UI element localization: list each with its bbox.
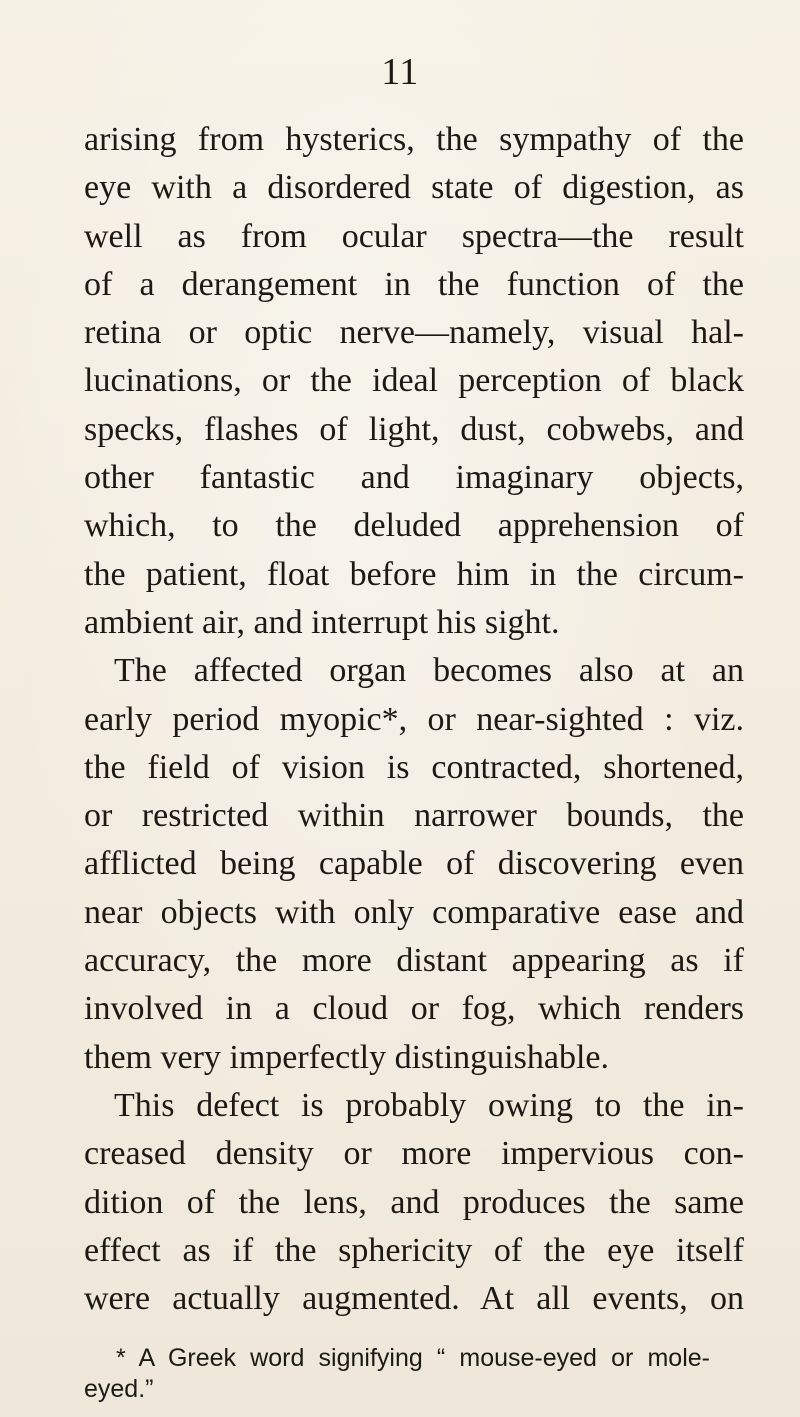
text-line: other fantastic and imaginary objects, [84, 459, 744, 497]
paragraph-start-line: The affected organ becomes also at an [114, 652, 744, 690]
text-line: afflicted being capable of discovering even [84, 845, 744, 883]
text-line: ambient air, and interrupt his sight. [84, 603, 560, 641]
text-line: which, to the deluded apprehension of [84, 507, 744, 545]
text-line: dition of the lens, and produces the same [84, 1183, 744, 1221]
text-line: of a derangement in the function of the [84, 265, 744, 303]
text-line: the field of vision is contracted, shortened, [84, 748, 744, 786]
text-line: near objects with only comparative ease and [84, 893, 744, 931]
text-line: the patient, float before him in the circum- [84, 555, 744, 593]
footnote-line: eyed.” [84, 1375, 154, 1403]
text-line: effect as if the sphericity of the eye itself [84, 1231, 744, 1269]
text-line: arising from hysterics, the sympathy of the [84, 121, 744, 158]
paragraph-start-line: This defect is probably owing to the in- [114, 1086, 744, 1124]
text-line: eye with a disordered state of digestion, as [84, 169, 744, 207]
text-line: well as from ocular spectra—the result [84, 217, 744, 255]
footnote-line: * A Greek word signifying “ mouse-eyed or mole- [116, 1344, 710, 1372]
footnote [84, 1343, 710, 1405]
text-line: them very imperfectly distinguishable. [84, 1038, 609, 1076]
text-line: lucinations, or the ideal perception of black [84, 362, 744, 400]
text-line: specks, flashes of light, dust, cobwebs, and [84, 410, 744, 448]
text-line: early period myopic*, or near-sighted : viz. [84, 700, 744, 738]
text-line: were actually augmented. At all events, on [84, 1280, 744, 1318]
text-line: or restricted within narrower bounds, the [84, 797, 744, 835]
text-line: accuracy, the more distant appearing as if [84, 942, 744, 980]
page-number: 11 [381, 51, 419, 93]
text-line: involved in a cloud or fog, which renders [84, 990, 744, 1028]
text-line: creased density or more impervious con- [84, 1135, 744, 1173]
body-text [84, 116, 744, 1323]
text-line: retina or optic nerve—namely, visual hal- [84, 314, 744, 352]
